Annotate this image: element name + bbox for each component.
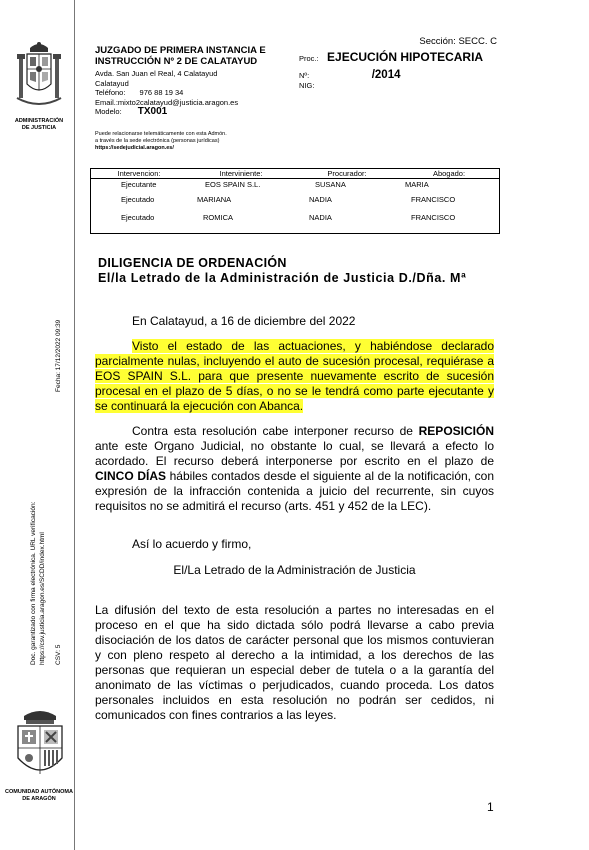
parties-header-row bbox=[91, 169, 499, 179]
col-interviniente: Interviniente: bbox=[187, 169, 295, 179]
csv-code: CSV: 5 bbox=[55, 644, 62, 665]
party-abogado: FRANCISCO bbox=[411, 195, 456, 204]
aragon-caption-1: COMUNIDAD AUTÓNOMA bbox=[5, 789, 73, 795]
party-name: EOS SPAIN S.L. bbox=[205, 180, 261, 190]
phone-label: Teléfono: bbox=[95, 88, 126, 97]
party-role: Ejecutante bbox=[121, 180, 157, 190]
appeal-cinco-dias: CINCO DÍAS bbox=[95, 469, 166, 483]
nig-label: NIG: bbox=[299, 81, 315, 90]
court-address: Avda. San Juan el Real, 4 Calatayud bbox=[95, 69, 218, 78]
page-number: 1 bbox=[487, 800, 494, 814]
table-row bbox=[91, 191, 499, 209]
electronic-note-1: Puede relacionarse telemáticamente con esta Admón. bbox=[95, 131, 227, 137]
party-procurador: NADIA bbox=[309, 195, 332, 204]
court-phone-row bbox=[95, 88, 266, 98]
party-procurador: NADIA bbox=[309, 213, 332, 222]
parties-table-box bbox=[90, 168, 500, 234]
phone-number: 976 88 19 34 bbox=[139, 88, 184, 97]
margin-rule bbox=[74, 0, 75, 850]
table-row bbox=[91, 179, 499, 191]
aragon-coat-of-arms-icon bbox=[12, 706, 68, 786]
model-row bbox=[95, 107, 266, 117]
document-subtitle: El/la Letrado de la Administración de Justicia D./Dña. Mª bbox=[98, 271, 467, 285]
closing-text: Así lo acuerdo y firmo, bbox=[132, 537, 252, 551]
party-abogado: MARIA bbox=[405, 180, 429, 190]
verification-line-1: Doc. garantizado con firma electrónica. URL verificación: bbox=[30, 501, 37, 665]
case-number: /2014 bbox=[371, 69, 401, 81]
num-label: Nº: bbox=[299, 71, 310, 80]
col-abogado: Abogado: bbox=[399, 169, 499, 179]
party-name: MARIANA bbox=[197, 195, 232, 204]
appeal-text-2: ante este Organo Judicial, no obstante lo cual, se llevará a efecto lo acordado. El recurso deberá interponerse por escrito en el plazo de bbox=[95, 439, 494, 468]
electronic-note-2: a través de la sede electrónica (personas jurídicas) bbox=[95, 138, 220, 144]
privacy-notice: La difusión del texto de esta resolución a partes no interesadas en el proceso en el que ha sido dictada sólo podrá llevarse a cabo previa disociación de los datos de carácter personal que los mismos contuvieran y con pleno respeto al derecho a la intimidad, a los derechos de las personas que requieran un especial deber de tutela o a la garantía del anonimato de las víctimas o perjudicados, cuando proceda. Los datos personales incluidos en esta resolución no podrán ser cedidos, ni comunicados con fines contrarios a las leyes. bbox=[95, 603, 494, 722]
court-city: Calatayud bbox=[95, 78, 129, 88]
court-email-row bbox=[95, 98, 266, 108]
party-name: ROMICA bbox=[203, 213, 233, 222]
section-label: Sección: SECC. C bbox=[419, 36, 497, 47]
date-stamp: Fecha: 17/12/2022 09:39 bbox=[55, 319, 62, 392]
electronic-url[interactable]: https://sedejudicial.aragon.es/ bbox=[95, 145, 174, 151]
proc-row bbox=[299, 48, 483, 66]
court-name-line-2: INSTRUCCIÓN Nº 2 DE CALATAYUD bbox=[95, 56, 258, 67]
place-date: En Calatayud, a 16 de diciembre del 2022 bbox=[132, 314, 356, 328]
col-intervencion: Intervencion: bbox=[91, 169, 187, 179]
appeal-text-1: Contra esta resolución cabe interponer recurso de bbox=[132, 424, 419, 438]
signature-line: El/La Letrado de la Administración de Justicia bbox=[173, 563, 416, 577]
aragon-caption-2: DE ARAGÓN bbox=[22, 796, 56, 802]
model-code: TX001 bbox=[137, 106, 168, 117]
table-row bbox=[91, 209, 499, 227]
col-procurador: Procurador: bbox=[295, 169, 399, 179]
spain-coat-of-arms-icon bbox=[14, 40, 64, 118]
appeal-reposicion: REPOSICIÓN bbox=[418, 424, 494, 438]
highlighted-resolution-text: Visto el estado de las actuaciones, y habiéndose declarado parcialmente nulas, incluyendo el auto de sucesión procesal, requiérase a EOS SPAIN S.L. para que presente nuevamente escrito de sucesión procesal en el plazo de 5 días, o no se le tendrá como parte ejecutante y se continuará la ejecución con Abanca. bbox=[95, 339, 494, 413]
email-address: mixto2calatayud@justicia.aragon.es bbox=[117, 97, 239, 107]
email-label: Email.: bbox=[95, 97, 118, 107]
party-role: Ejecutado bbox=[121, 213, 155, 222]
verification-line-2: https://csv.justicia.aragon.es/SCDD/index.html bbox=[39, 532, 46, 665]
paragraph-appeal bbox=[95, 424, 494, 514]
parties-table bbox=[91, 169, 499, 227]
appeal-text-3: hábiles contados desde el siguiente al de la notificación, con expresión de la infracción contenida a juicio del recurrente, sin cuyos requisitos no se admitirá el recurso (arts. 451 y 452 de la LEC). bbox=[95, 469, 494, 513]
party-procurador: SUSANA bbox=[315, 180, 346, 190]
proc-type: EJECUCIÓN HIPOTECARIA bbox=[327, 50, 484, 64]
document-title: DILIGENCIA DE ORDENACIÓN bbox=[98, 256, 287, 270]
admin-justice-caption-1: ADMINISTRACIÓN bbox=[14, 118, 64, 124]
proc-label: Proc.: bbox=[299, 54, 319, 63]
paragraph-resolution bbox=[95, 339, 494, 414]
model-label: Modelo: bbox=[95, 107, 122, 116]
party-role: Ejecutado bbox=[121, 195, 155, 204]
admin-justice-caption-2: DE JUSTICIA bbox=[21, 125, 57, 131]
court-name-line-1: JUZGADO DE PRIMERA INSTANCIA E bbox=[95, 45, 266, 56]
party-abogado: FRANCISCO bbox=[411, 213, 456, 222]
